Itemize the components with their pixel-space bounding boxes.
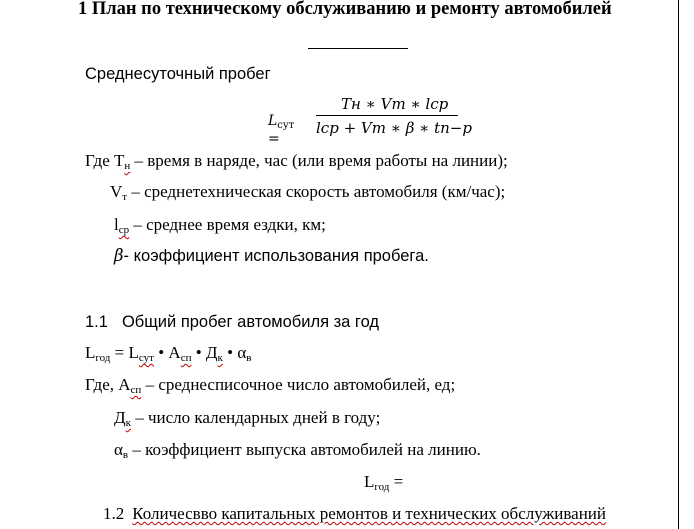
definition-lcp: $l_{ср}$ – среднее время ездки, км; xyxy=(114,215,326,236)
section-1-2-heading: 1.2 Количесвво капитальных ремонтов и технических обслуживаний xyxy=(103,504,606,523)
definition-tn: Где $T_н$ – время в наряде, час (или время работы на линии); xyxy=(85,151,508,172)
definition-asp: Где, $A_{сп}$ – среднесписочное число автомобилей, ед; xyxy=(85,375,456,396)
annual-mileage-formula: $L_{год} = L_{сут}$ • $A_{сп}$ • $Д_к$ • $\alpha_в$ xyxy=(85,343,252,364)
page-title: 1 План по техническому обслуживанию и ремонту автомобилей xyxy=(78,0,612,19)
definition-vt: $V_т$ – среднетехническая скорость автомобиля (км/час); xyxy=(110,182,506,203)
annual-mileage-result: $L_{год}$ = xyxy=(364,472,404,493)
fraction-bar xyxy=(316,115,458,116)
formula-denominator: lср + Vт ∗ β ∗ tп−р xyxy=(316,119,472,137)
definition-alpha: $\alpha_в$ – коэффициент выпуска автомобилей на линию. xyxy=(114,440,481,461)
daily-mileage-label: Среднесуточный пробег xyxy=(85,65,271,83)
blank-underline xyxy=(308,48,408,49)
formula-numerator: Tн ∗ Vт ∗ lср xyxy=(341,95,449,113)
page-right-edge xyxy=(678,0,679,529)
formula-lhs: $L_{сут}$ = xyxy=(268,113,295,147)
section-1-1-heading: 1.1 Общий пробег автомобиля за год xyxy=(85,313,380,331)
definition-dk: $Д_к$ – число календарных дней в году; xyxy=(114,408,381,429)
definition-beta: β- коэффициент использования пробега. xyxy=(114,246,429,265)
